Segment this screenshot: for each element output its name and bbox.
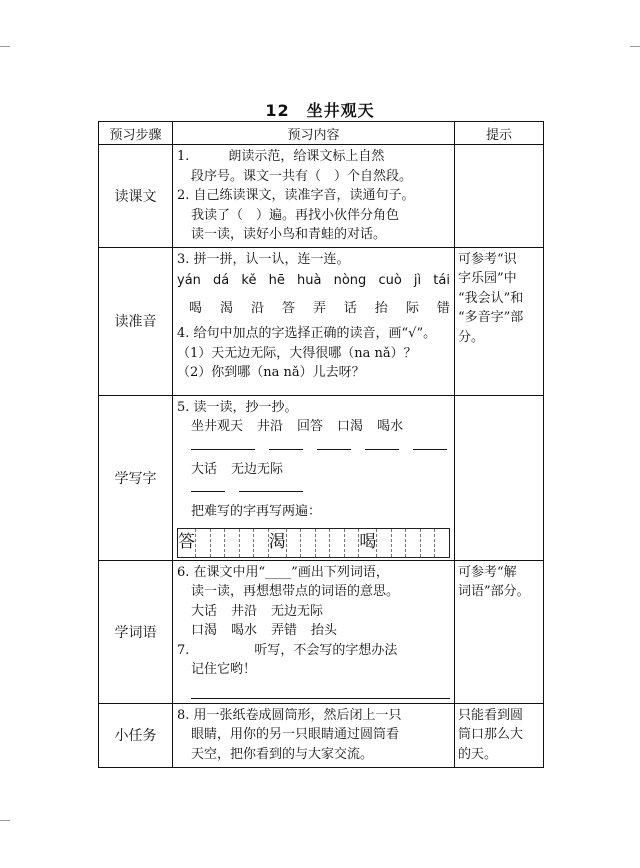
table-row (99, 395, 544, 560)
copy-blanks (177, 439, 450, 450)
text-line: 读一读，再想想带点的词语的意思。 (191, 584, 400, 599)
grid-cell[interactable] (211, 529, 226, 557)
text-line: 眼睛，用你的另一只眼睛通过圆筒看 (191, 727, 400, 742)
pinyin-item: tái (433, 273, 450, 288)
character-item: 弄 (312, 300, 326, 316)
character-item: 错 (436, 300, 450, 316)
hint-line: 词语”部分。 (458, 584, 530, 599)
grid-cell[interactable] (287, 529, 302, 557)
hint-read-text (455, 145, 544, 248)
grid-cell[interactable] (316, 529, 331, 557)
text-line: 2. 自己练读课文，读准字音，读通句子。 (177, 188, 415, 203)
hint-line: “多音字”部 (458, 310, 524, 325)
word-item: 井沿 (231, 603, 258, 619)
table-row (99, 247, 544, 395)
hint-vocabulary (455, 560, 544, 703)
pinyin-item: nòng (333, 273, 367, 288)
text-line: 3. 拼一拼，认一认，连一连。 (177, 251, 350, 267)
pinyin-item: hē (268, 273, 285, 288)
hint-line: 的天。 (458, 746, 498, 762)
pinyin-row (177, 269, 450, 299)
header-row (99, 122, 544, 145)
pinyin-item: yán (177, 273, 201, 288)
text-line: 7. 听写，不会写的字想办法 (177, 642, 398, 658)
grid-cell[interactable] (254, 529, 269, 557)
hint-line: 可参考“识 (458, 251, 517, 267)
word-item: 坐井观天 (191, 419, 244, 434)
dictation-line[interactable] (191, 684, 450, 699)
text-line: 5. 读一读，抄一抄。 (177, 399, 298, 415)
table-row (99, 560, 544, 703)
grid-cell[interactable] (196, 529, 211, 557)
step-pronunciation: 读准音 (99, 247, 173, 395)
grid-cell[interactable] (225, 529, 240, 557)
grid-cell[interactable] (330, 529, 345, 557)
grid-cell[interactable] (435, 529, 449, 557)
step-vocabulary: 学词语 (99, 560, 173, 703)
text-line: 把难写的字再写两遍： (191, 504, 322, 519)
copy-blank[interactable] (191, 439, 255, 450)
word-item: 大话 (191, 603, 218, 619)
text-line: 记住它哟！ (191, 662, 257, 677)
step-read-text: 读课文 (99, 145, 173, 248)
copy-blank[interactable] (191, 481, 225, 492)
copy-blank[interactable] (239, 481, 303, 492)
hint-line: “我会认”和 (458, 290, 524, 306)
word-list (177, 460, 450, 480)
character-item: 沿 (250, 300, 264, 316)
content-writing (173, 395, 455, 560)
header-step: 预习步骤 (99, 122, 173, 145)
copy-blank[interactable] (269, 439, 303, 450)
content-vocabulary (173, 560, 455, 703)
grid-cell: 喝 (359, 529, 377, 557)
hint-line: 分。 (458, 329, 485, 345)
word-item: 抬头 (311, 623, 338, 638)
hint-line: 可参考“解 (458, 564, 517, 580)
character-item: 渴 (219, 300, 233, 316)
preview-table (98, 121, 544, 768)
text-line: 6. 在课文中用“____”画出下列词语， (177, 564, 389, 580)
grid-cell: 渴 (269, 529, 287, 557)
character-row (177, 299, 450, 325)
word-item: 弄错 (271, 623, 298, 638)
text-line: 段序号。课文一共有（ ）个自然段。 (191, 168, 413, 184)
grid-cell[interactable] (345, 529, 360, 557)
character-item: 喝 (189, 300, 203, 316)
word-item: 无边无际 (271, 603, 324, 619)
content-read-text (173, 145, 455, 248)
hint-pronunciation (455, 247, 544, 395)
hint-line: 筒口那么大 (458, 727, 524, 742)
hint-line: 字乐园”中 (458, 271, 517, 286)
text-line: 我读了（ ）遍。再找小伙伴分角色 (191, 207, 400, 223)
step-writing: 学写字 (99, 395, 173, 560)
crop-mark (0, 820, 10, 821)
character-item: 答 (281, 300, 295, 316)
crop-mark (630, 46, 640, 47)
page-title: 12 坐井观天 (265, 101, 375, 120)
grid-cell[interactable] (377, 529, 392, 557)
copy-blank[interactable] (317, 439, 351, 450)
word-item: 口渴 (337, 419, 364, 434)
copy-blanks (177, 481, 450, 492)
text-line: 天空，把你看到的与大家交流。 (191, 746, 374, 762)
word-item: 无边无际 (231, 461, 284, 477)
header-content: 预习内容 (173, 122, 455, 145)
pinyin-item: cuò (378, 273, 402, 288)
text-line: 4. 给句中加点的字选择正确的读音，画“√”。 (177, 326, 437, 341)
word-item: 口渴 (191, 623, 218, 638)
grid-cell[interactable] (421, 529, 436, 557)
word-item: 喝水 (377, 419, 404, 434)
table-row (99, 145, 544, 248)
pinyin-item: kě (241, 273, 257, 288)
word-list (177, 602, 450, 622)
word-list (177, 417, 450, 437)
word-item: 井沿 (257, 419, 284, 434)
grid-cell[interactable] (406, 529, 421, 557)
character-item: 话 (343, 300, 357, 316)
content-pronunciation (173, 247, 455, 395)
character-item: 抬 (374, 300, 388, 316)
writing-grid (177, 528, 450, 558)
text-line: 1. 朗读示范，给课文标上自然 (177, 149, 385, 164)
copy-blank[interactable] (365, 439, 399, 450)
text-line: （1）天无边无际，大得很哪（na nǎ）？ (177, 345, 417, 361)
grid-cell[interactable] (240, 529, 255, 557)
hint-writing (455, 395, 544, 560)
word-item: 喝水 (231, 623, 258, 638)
content-small-task (173, 703, 455, 767)
pinyin-item: jì (413, 273, 422, 288)
header-hint: 提示 (455, 122, 544, 145)
text-line: （2）你到哪（na nǎ）儿去呀？ (177, 365, 365, 380)
text-line: 8. 用一张纸卷成圆筒形，然后闭上一只 (177, 707, 402, 723)
grid-cell: 答 (178, 529, 196, 557)
hint-line: 只能看到圆 (458, 707, 524, 723)
table-row (99, 703, 544, 767)
copy-blank[interactable] (413, 439, 447, 450)
text-line: 读一读，读好小鸟和青蛙的对话。 (191, 227, 387, 242)
grid-cell[interactable] (392, 529, 407, 557)
word-item: 回答 (297, 419, 324, 434)
crop-mark (0, 46, 10, 47)
step-small-task: 小任务 (99, 703, 173, 767)
word-list (177, 621, 450, 641)
pinyin-item: dá (213, 273, 230, 288)
pinyin-item: huà (297, 273, 322, 288)
character-item: 际 (405, 300, 419, 316)
word-item: 大话 (191, 461, 218, 477)
grid-cell[interactable] (301, 529, 316, 557)
hint-small-task (455, 703, 544, 767)
